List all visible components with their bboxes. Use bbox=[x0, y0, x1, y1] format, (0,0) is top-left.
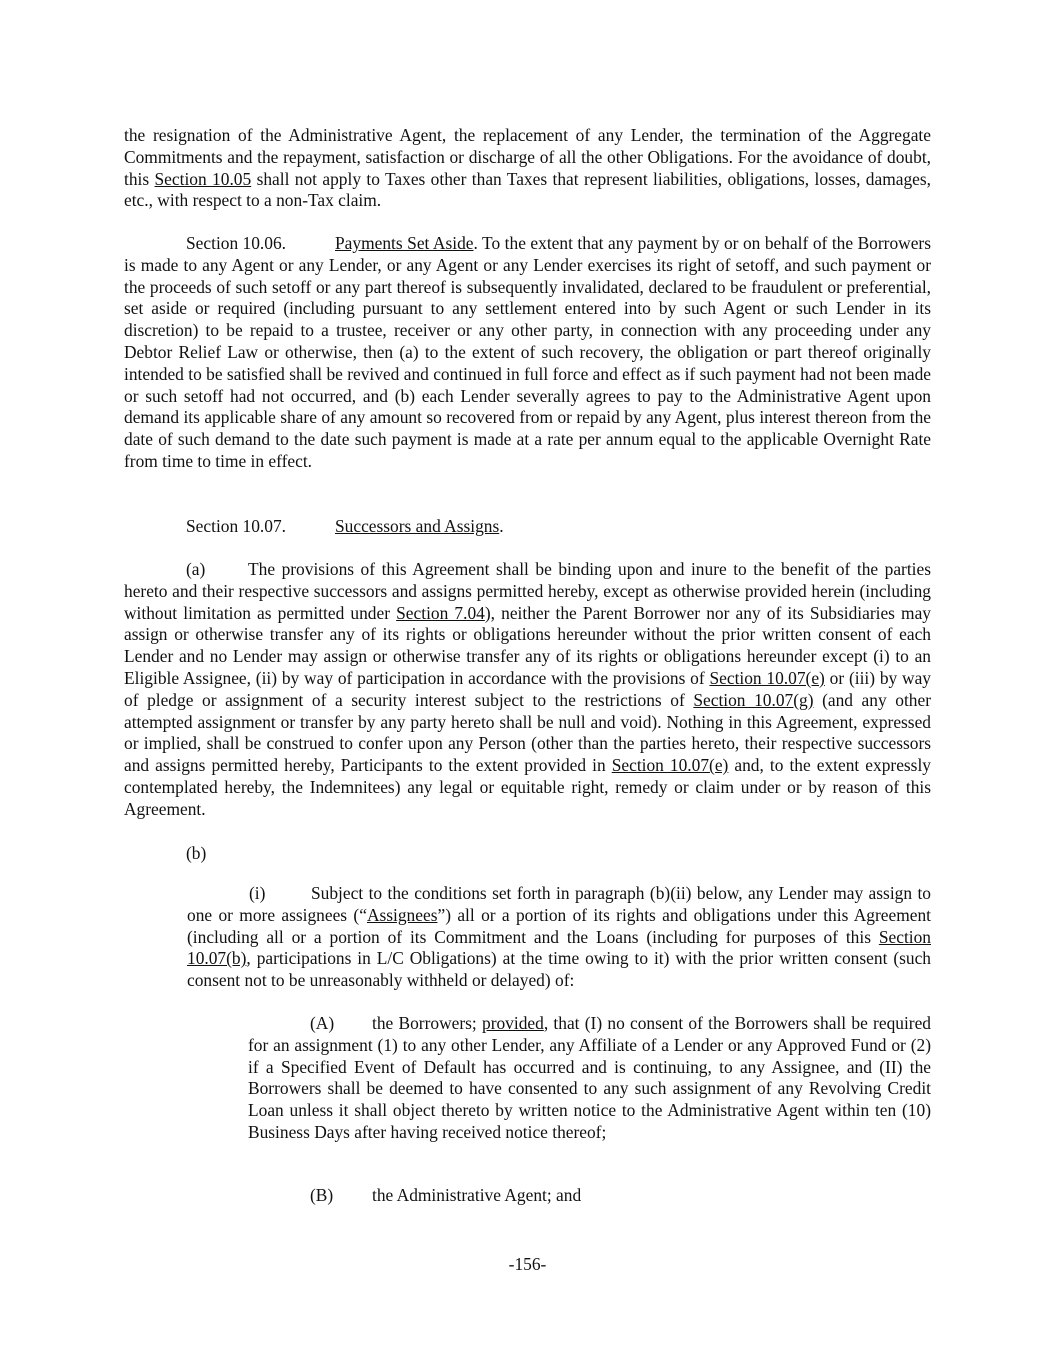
paragraph-text: , that (I) no consent of the Borrowers shall be required for an assignment (1) to any other Lender, any Affiliate of a Lender or any Approved Fund or (2) if a Specified Event of Default has occurred and is continuing, to any Assignee, and (II) the Borrowers shall be deemed to have consented to any such assignment of any Revolving Credit Loan unless it shall object thereto by written notice to the Administrative Agent within ten (10) Business Days after having received notice thereof; bbox=[248, 1013, 931, 1142]
paragraph-text: the Borrowers; bbox=[372, 1013, 482, 1033]
section-reference: Section 7.04 bbox=[396, 602, 485, 623]
paragraph-text: ), neither the Parent Borrower nor any of its Subsidiaries may assign or otherwise transfer any of its rights or obligations hereunder without the prior written consent of each Lender and no Lender may assign or otherwise transfer any of its rights or obligations hereunder except (i) to an Eligible Assignee, (ii) by way of participation in accordance with the provisions of bbox=[124, 602, 932, 688]
paragraph-text: and, to the extent expressly contemplated hereby, the Indemnitees) any legal or equitable right, remedy or claim under or by reason of this Agreement. bbox=[124, 755, 931, 819]
paragraph-text: The provisions of this Agreement shall be binding upon and inure to the benefit of the parties hereto and their respective successors and assigns permitted hereby, except as otherwise provided herein (including without limitation as permitted under bbox=[124, 559, 931, 623]
clause-b-i-paragraph bbox=[187, 883, 931, 992]
page-number: -156- bbox=[508, 1254, 547, 1274]
section-heading: Successors and Assigns bbox=[335, 516, 500, 536]
paragraph-text: . To the extent that any payment by or on behalf of the Borrowers is made to any Agent or any Lender, or any Agent or any Lender exercises its right of setoff, and such payment or the proceeds of such setoff or any part thereof is subsequently invalidated, declared to be fraudulent or preferential, set aside or required (including pursuant to any settlement entered into by such Agent or such Lender in its discretion) to be repaid to a trustee, receiver or any other party, in connection with any proceeding under any Debtor Relief Law or otherwise, then (a) to the extent of such recovery, the obligation or part thereof originally intended to be satisfied shall be revived and continued in full force and effect as if such payment had not been made or such setoff had not occurred, and (b) each Lender severally agrees to pay to the Administrative Agent upon demand its applicable share of any amount so recovered from or repaid by any Agent, plus interest thereon from the date of such demand to the date such payment is made at a rate per annum equal to the applicable Overnight Rate from time to time in effect. bbox=[124, 233, 931, 471]
section-10-06-paragraph bbox=[124, 233, 931, 473]
clause-label: (B) bbox=[310, 1185, 334, 1205]
paragraph-text: or (iii) by way of pledge or assignment of a security interest subject to the restrictions of bbox=[124, 667, 931, 710]
paragraph-text: the Administrative Agent; and bbox=[372, 1185, 582, 1205]
subsection-b-label-line bbox=[124, 843, 931, 865]
section-10-07-heading-line bbox=[124, 516, 931, 538]
paragraph-text: (and any other attempted assignment or transfer by any party hereto shall be null and void). Nothing in this Agreement, expressed or implied, shall be construed to confer upon any Person (other than the parties hereto, their respective successors and assigns permitted hereby, Participants to the extent provided in bbox=[124, 689, 931, 776]
clause-label: (A) bbox=[310, 1013, 335, 1033]
paragraph-text: shall not apply to Taxes other than Taxes that represent liabilities, obligations, losses, damages, etc., with respect to a non-Tax claim. bbox=[124, 168, 931, 211]
paragraph-text: , participations in L/C Obligations) at the time owing to it) with the prior written consent (such consent not to be unreasonably withheld or delayed) of: bbox=[187, 948, 931, 991]
clause-A-paragraph bbox=[248, 1013, 931, 1144]
section-number: Section 10.07. bbox=[186, 516, 286, 536]
section-reference: Section 10.07(e) bbox=[611, 755, 729, 776]
section-number: Section 10.06. bbox=[186, 233, 286, 253]
heading-punctuation: . bbox=[499, 516, 504, 536]
subsection-label: (a) bbox=[186, 559, 206, 579]
clause-label: (i) bbox=[249, 883, 266, 903]
paragraph-text: ”) all or a portion of its rights and obligations under this Agreement (including all or a portion of its Commitment and the Loans (including for purposes of this bbox=[187, 904, 931, 947]
section-reference: Section 10.07(e) bbox=[709, 667, 825, 688]
section-reference: Section 10.07(b) bbox=[187, 926, 931, 969]
section-reference: Section 10.07(g) bbox=[693, 689, 814, 710]
section-reference: Section 10.05 bbox=[154, 168, 252, 189]
paragraph-text: Subject to the conditions set forth in paragraph (b)(ii) below, any Lender may assign to one or more assignees (“ bbox=[187, 883, 931, 925]
paragraph-text: the resignation of the Administrative Agent, the replacement of any Lender, the termination of the Aggregate Commitments and the repayment, satisfaction or discharge of all the other Obligations. For the avoidance of doubt, this bbox=[124, 125, 931, 189]
clause-B-paragraph bbox=[248, 1185, 931, 1207]
subsection-label: (b) bbox=[186, 843, 207, 863]
defined-term: Assignees bbox=[366, 904, 438, 925]
section-heading: Payments Set Aside bbox=[335, 233, 474, 253]
defined-term: provided bbox=[482, 1013, 544, 1033]
subsection-a-paragraph bbox=[124, 559, 931, 821]
continuation-paragraph bbox=[124, 125, 931, 212]
